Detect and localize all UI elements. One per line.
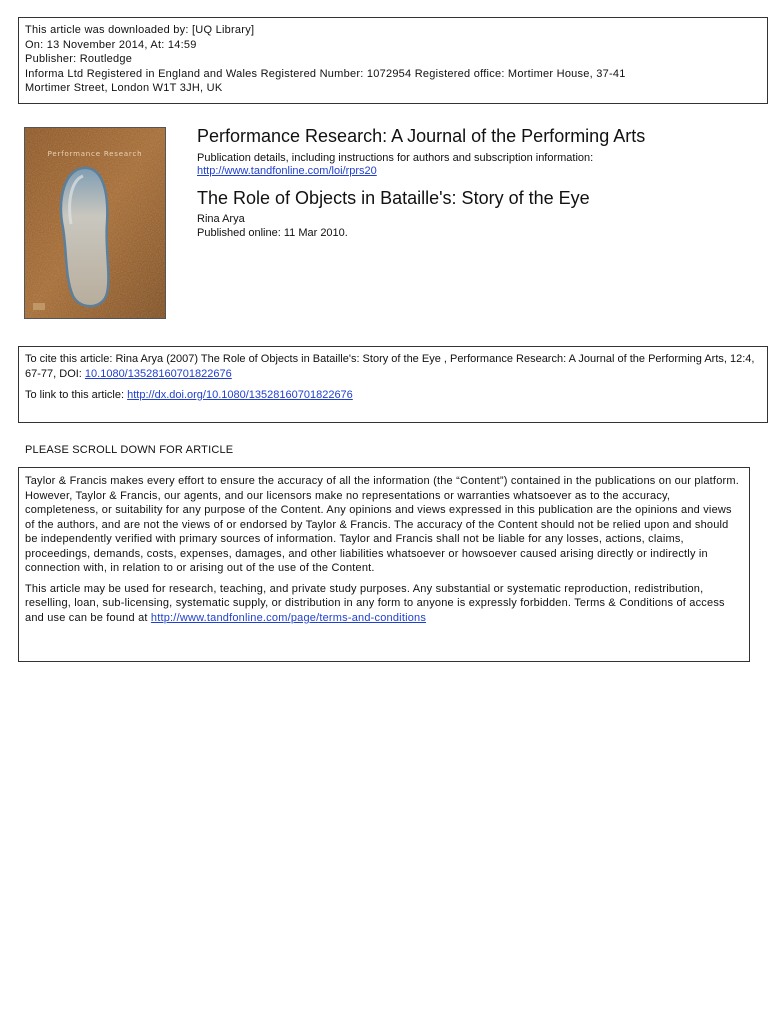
usage-text: This article may be used for research, teaching, and private study purposes. Any substantial or systematic reproduction, redistribution, reselling, loan, sub-licensing, systematic supply, or distribution in any form to anyone is expressly forbidden. Terms & Conditions of access and use can be found at <box>25 582 725 624</box>
download-line: This article was downloaded by: [UQ Library] <box>25 24 255 36</box>
author-name: Rina Arya <box>197 213 245 225</box>
terms-link[interactable]: http://www.tandfonline.com/page/terms-and-conditions <box>150 611 427 624</box>
download-notice-box <box>18 17 768 104</box>
disclaimer-paragraph: Taylor & Francis makes every effort to ensure the accuracy of all the information (the “Content”) contained in the publications on our platform. However, Taylor & Francis, our agents, and our licensors make no representations or warranties whatsoever as to the accuracy, completeness, or suitability for any purpose of the Content. Any opinions and views expressed in this publication are the opinions and views of the authors, and are not the views of or endorsed by Taylor & Francis. The accuracy of the Content should not be relied upon and should be independently verified with primary sources of information. Taylor and Francis shall not be liable for any losses, actions, claims, proceedings, demands, costs, expenses, damages, and other liabilities whatsoever or howsoever caused arising directly or indirectly in connection with, in relation to or arising out of the use of the Content. <box>25 475 739 574</box>
cover-title-text: Performance Research <box>47 150 143 158</box>
article-link-label: To link to this article: <box>25 389 128 401</box>
article-link[interactable]: http://dx.doi.org/10.1080/13528160701822676 <box>127 389 353 401</box>
article-link-line <box>25 388 761 403</box>
disclaimer-box <box>18 467 750 662</box>
registered-info: Informa Ltd Registered in England and Wales Registered Number: 1072954 Registered office: Mortimer House, 37-41 <box>25 67 626 80</box>
usage-paragraph <box>25 582 743 626</box>
citation-box <box>18 346 768 423</box>
cover-illustration <box>25 128 165 318</box>
journal-cover-image <box>24 127 166 319</box>
publisher: Publisher: Routledge <box>25 53 133 65</box>
doi-link[interactable]: 10.1080/13528160701822676 <box>84 367 232 380</box>
cover-logo-mark <box>33 303 45 310</box>
citation-text-line <box>25 352 761 381</box>
journal-link[interactable]: http://www.tandfonline.com/loi/rprs20 <box>197 165 377 177</box>
scroll-notice: PLEASE SCROLL DOWN FOR ARTICLE <box>25 444 234 456</box>
publication-details: Publication details, including instructions for authors and subscription information: <box>197 152 594 164</box>
citation-text: To cite this article: Rina Arya (2007) The Role of Objects in Bataille's: Story of the Eye , Performance Research: A Journal of the Performing Arts, 12:4, 67-77, DOI: <box>25 353 755 380</box>
registered-address: Mortimer Street, London W1T 3JH, UK <box>25 82 223 94</box>
download-date: On: 13 November 2014, At: 14:59 <box>25 38 197 51</box>
article-title: The Role of Objects in Bataille's: Story of the Eye <box>197 188 590 208</box>
journal-title: Performance Research: A Journal of the Performing Arts <box>197 126 646 146</box>
published-online: Published online: 11 Mar 2010. <box>197 227 348 239</box>
